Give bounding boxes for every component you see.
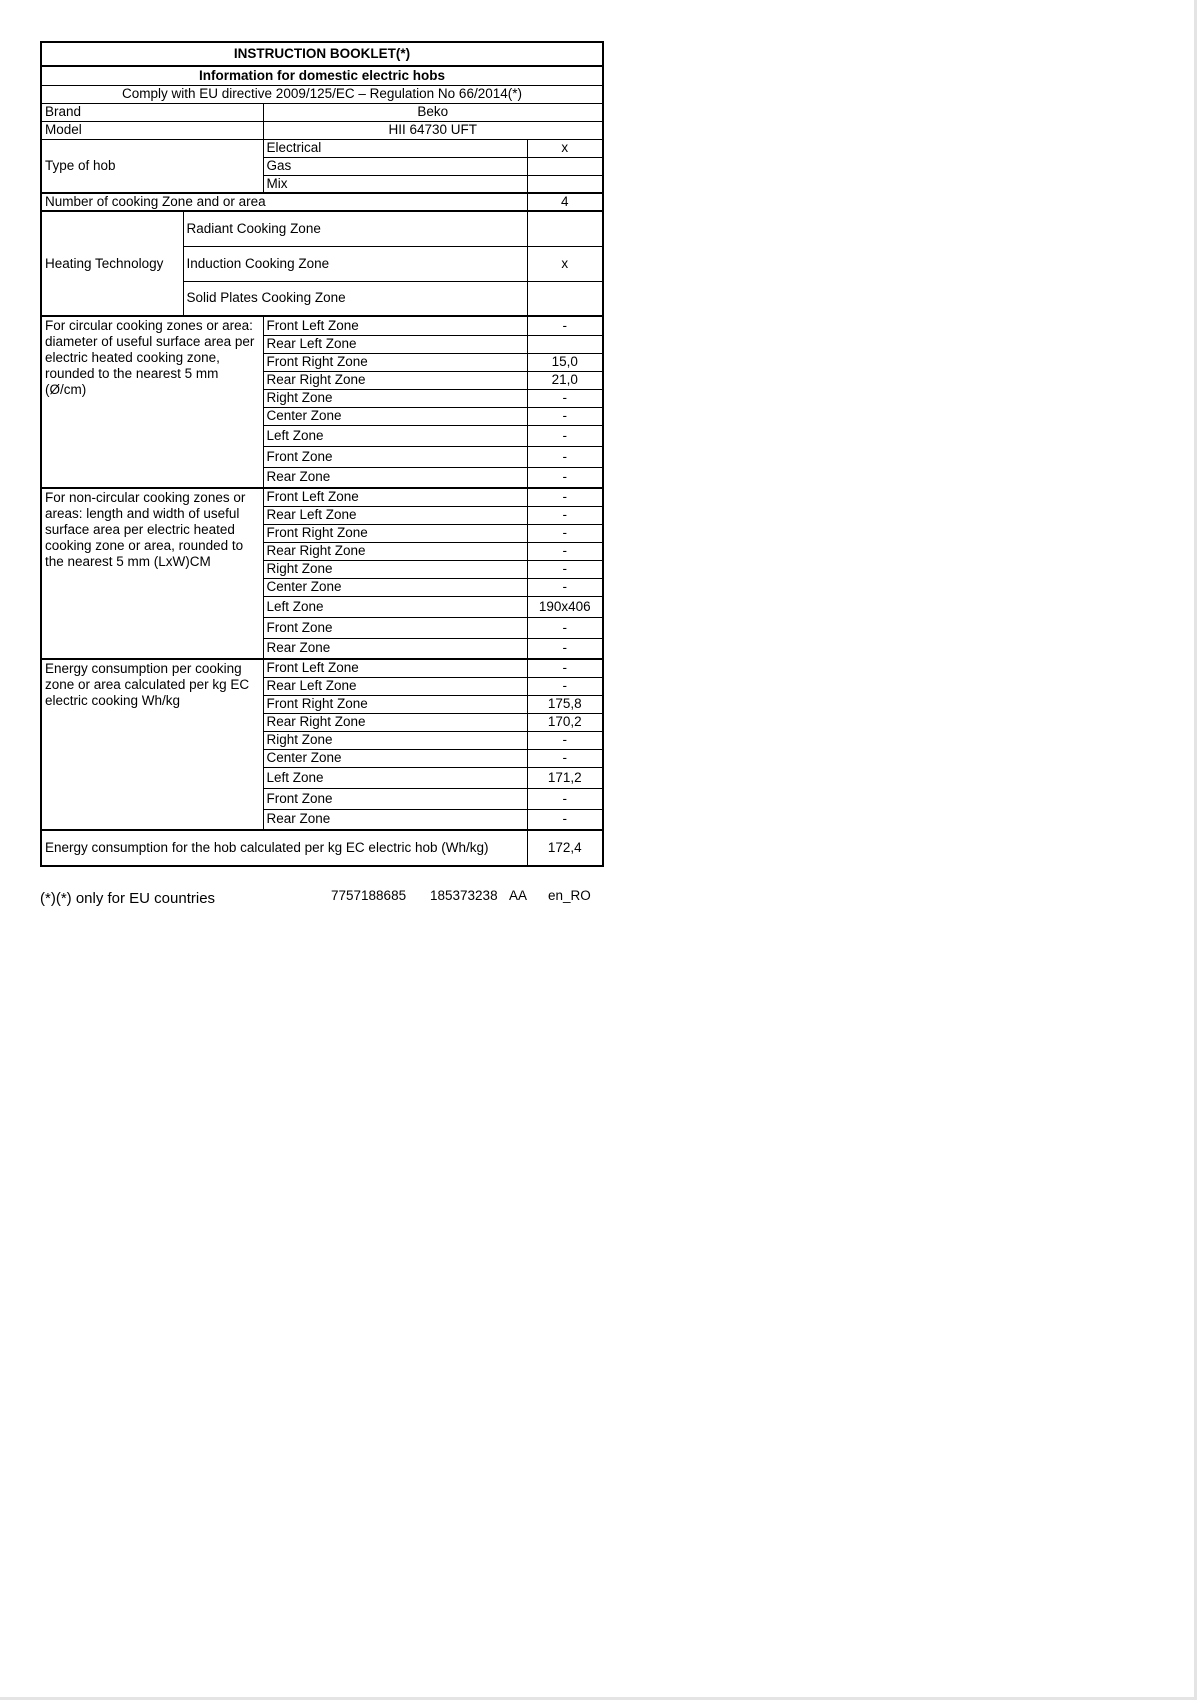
zone-value: -	[527, 578, 603, 596]
zone-value: -	[527, 677, 603, 695]
zone-value: -	[527, 731, 603, 749]
zone-name: Rear Right Zone	[263, 371, 527, 389]
footer-note: (*)(*) only for EU countries	[40, 890, 216, 907]
zone-value: -	[527, 467, 603, 488]
zone-name: Rear Zone	[263, 809, 527, 830]
zone-value: 15,0	[527, 353, 603, 371]
total-energy-label: Energy consumption for the hob calculated per kg EC electric hob (Wh/kg)	[41, 830, 527, 866]
hob-type-name: Electrical	[263, 139, 527, 157]
zone-value: -	[527, 524, 603, 542]
hob-type-mark	[527, 175, 603, 193]
footer-code: 185373238	[430, 888, 498, 903]
zones-count-value: 4	[527, 193, 603, 211]
zone-value: -	[527, 425, 603, 446]
zone-name: Rear Zone	[263, 638, 527, 659]
zone-name: Rear Left Zone	[263, 506, 527, 524]
zone-name: Front Left Zone	[263, 659, 527, 677]
zone-value	[527, 335, 603, 353]
footer-code: 7757188685	[331, 888, 407, 903]
heating-option-mark: x	[527, 246, 603, 281]
hob-type-row	[41, 139, 603, 157]
circular-zones-label: For circular cooking zones or area: diameter of useful surface area per electric heated cooking zone, rounded to the nearest 5 mm (Ø/cm)	[41, 316, 263, 488]
hob-type-name: Mix	[263, 175, 527, 193]
zone-value: -	[527, 542, 603, 560]
zone-value: 21,0	[527, 371, 603, 389]
booklet-title: INSTRUCTION BOOKLET(*)	[41, 42, 603, 66]
noncircular-zones-label: For non-circular cooking zones or areas: length and width of useful surface area per electric heated cooking zone or area, rounded to the nearest 5 mm (LxW)CM	[41, 488, 263, 659]
total-energy-row	[41, 830, 603, 866]
zone-name: Rear Right Zone	[263, 713, 527, 731]
zone-value: -	[527, 617, 603, 638]
zone-name: Right Zone	[263, 560, 527, 578]
total-energy-value: 172,4	[527, 830, 603, 866]
brand-value: Beko	[263, 103, 603, 121]
model-label: Model	[41, 121, 263, 139]
zone-value: -	[527, 788, 603, 809]
heating-label: Heating Technology	[41, 211, 183, 316]
zones-count-row	[41, 193, 603, 211]
hob-type-name: Gas	[263, 157, 527, 175]
zone-name: Front Zone	[263, 617, 527, 638]
footer-locale: en_RO	[548, 888, 591, 903]
zone-name: Center Zone	[263, 749, 527, 767]
zone-value: -	[527, 560, 603, 578]
zone-name: Front Zone	[263, 446, 527, 467]
hob-type-mark	[527, 157, 603, 175]
zone-name: Center Zone	[263, 578, 527, 596]
heating-option-mark	[527, 281, 603, 316]
heating-option-mark	[527, 211, 603, 246]
zone-value: 190x406	[527, 596, 603, 617]
energy-zone-row	[41, 659, 603, 677]
zone-value: -	[527, 316, 603, 335]
model-row	[41, 121, 603, 139]
zone-name: Rear Left Zone	[263, 335, 527, 353]
zone-name: Rear Left Zone	[263, 677, 527, 695]
zone-name: Left Zone	[263, 425, 527, 446]
zone-name: Front Right Zone	[263, 695, 527, 713]
energy-zones-label: Energy consumption per cooking zone or area calculated per kg EC electric cooking Wh/kg	[41, 659, 263, 830]
zone-name: Rear Right Zone	[263, 542, 527, 560]
zone-name: Front Left Zone	[263, 488, 527, 506]
zone-name: Front Zone	[263, 788, 527, 809]
hob-type-mark: x	[527, 139, 603, 157]
zone-value: -	[527, 809, 603, 830]
hob-type-label: Type of hob	[41, 139, 263, 193]
zone-name: Right Zone	[263, 389, 527, 407]
heating-option-name: Solid Plates Cooking Zone	[183, 281, 527, 316]
zone-value: -	[527, 488, 603, 506]
zone-name: Center Zone	[263, 407, 527, 425]
zone-value: -	[527, 389, 603, 407]
heating-row	[41, 211, 603, 246]
zone-name: Front Right Zone	[263, 524, 527, 542]
noncircular-zone-row	[41, 488, 603, 506]
zone-value: -	[527, 638, 603, 659]
zone-value: 171,2	[527, 767, 603, 788]
brand-label: Brand	[41, 103, 263, 121]
zone-name: Left Zone	[263, 596, 527, 617]
brand-row	[41, 103, 603, 121]
zone-name: Front Left Zone	[263, 316, 527, 335]
zone-value: 175,8	[527, 695, 603, 713]
footer-code: AA	[509, 888, 528, 903]
zone-value: -	[527, 407, 603, 425]
model-value: HII 64730 UFT	[263, 121, 603, 139]
hob-information-table	[40, 41, 604, 867]
zone-value: 170,2	[527, 713, 603, 731]
heating-option-name: Radiant Cooking Zone	[183, 211, 527, 246]
directive-text: Comply with EU directive 2009/125/EC – Regulation No 66/2014(*)	[41, 85, 603, 103]
zone-name: Rear Zone	[263, 467, 527, 488]
zone-name: Left Zone	[263, 767, 527, 788]
zone-value: -	[527, 506, 603, 524]
booklet-subtitle: Information for domestic electric hobs	[41, 66, 603, 85]
zones-count-label: Number of cooking Zone and or area	[41, 193, 527, 211]
zone-name: Right Zone	[263, 731, 527, 749]
zone-value: -	[527, 749, 603, 767]
zone-value: -	[527, 446, 603, 467]
heating-option-name: Induction Cooking Zone	[183, 246, 527, 281]
zone-name: Front Right Zone	[263, 353, 527, 371]
zone-value: -	[527, 659, 603, 677]
circular-zone-row	[41, 316, 603, 335]
